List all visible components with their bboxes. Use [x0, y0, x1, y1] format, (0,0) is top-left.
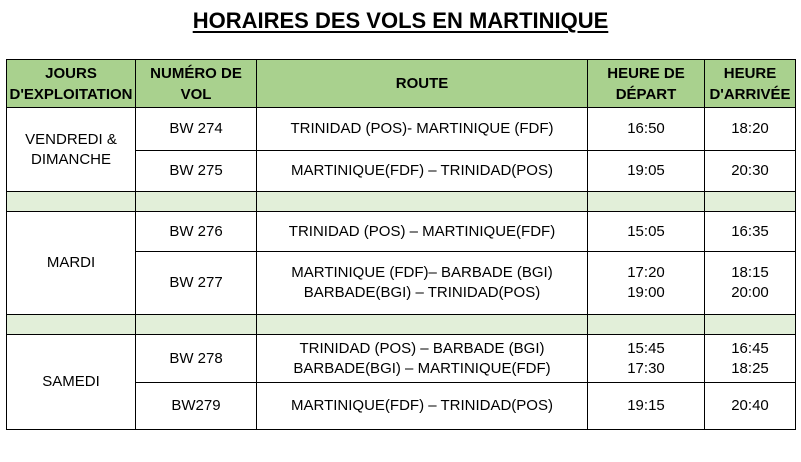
flight-number-cell: BW 276 — [136, 212, 257, 252]
page-title — [0, 6, 801, 36]
table-row — [7, 108, 796, 151]
header-departure: HEURE DE DÉPART — [588, 60, 705, 108]
flight-number-cell: BW279 — [136, 383, 257, 430]
separator-row — [7, 315, 796, 335]
page-title-text: HORAIRES DES VOLS EN MARTINIQUE — [192, 8, 609, 33]
arrival-cell: 20:40 — [705, 383, 796, 430]
arrival-cell: 18:20 — [705, 108, 796, 151]
days-cell: MARDI — [7, 212, 136, 315]
table-header-row — [7, 60, 796, 108]
route-cell: TRINIDAD (POS) – MARTINIQUE(FDF) — [257, 212, 588, 252]
header-days: JOURS D'EXPLOITATION — [7, 60, 136, 108]
departure-cell: 19:05 — [588, 151, 705, 192]
departure-cell: 15:45 17:30 — [588, 335, 705, 383]
arrival-cell: 16:45 18:25 — [705, 335, 796, 383]
route-cell: MARTINIQUE (FDF)– BARBADE (BGI) BARBADE(BGI) – TRINIDAD(POS) — [257, 252, 588, 315]
route-cell: TRINIDAD (POS)- MARTINIQUE (FDF) — [257, 108, 588, 151]
arrival-cell: 18:15 20:00 — [705, 252, 796, 315]
header-flight-number: NUMÉRO DE VOL — [136, 60, 257, 108]
flight-number-cell: BW 278 — [136, 335, 257, 383]
header-arrival: HEURE D'ARRIVÉE — [705, 60, 796, 108]
route-cell: TRINIDAD (POS) – BARBADE (BGI) BARBADE(BGI) – MARTINIQUE(FDF) — [257, 335, 588, 383]
table-row — [7, 335, 796, 383]
flight-schedule-table — [6, 59, 796, 430]
flight-number-cell: BW 274 — [136, 108, 257, 151]
departure-cell: 15:05 — [588, 212, 705, 252]
departure-cell: 16:50 — [588, 108, 705, 151]
flight-number-cell: BW 277 — [136, 252, 257, 315]
header-route: ROUTE — [257, 60, 588, 108]
arrival-cell: 16:35 — [705, 212, 796, 252]
departure-cell: 17:20 19:00 — [588, 252, 705, 315]
days-cell: SAMEDI — [7, 335, 136, 430]
separator-row — [7, 192, 796, 212]
arrival-cell: 20:30 — [705, 151, 796, 192]
flight-number-cell: BW 275 — [136, 151, 257, 192]
table-row — [7, 212, 796, 252]
route-cell: MARTINIQUE(FDF) – TRINIDAD(POS) — [257, 151, 588, 192]
departure-cell: 19:15 — [588, 383, 705, 430]
route-cell: MARTINIQUE(FDF) – TRINIDAD(POS) — [257, 383, 588, 430]
days-cell: VENDREDI & DIMANCHE — [7, 108, 136, 192]
